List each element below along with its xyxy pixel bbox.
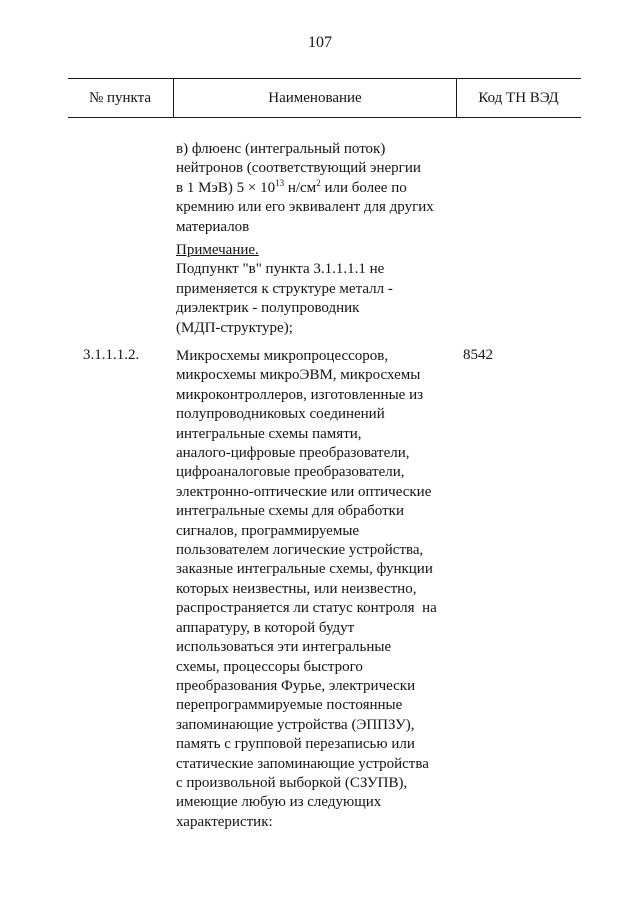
item-line: схемы, процессоры быстрого [176, 658, 363, 675]
item-number: 3.1.1.1.2. [83, 347, 140, 363]
note-line: диэлектрик - полупроводник [176, 300, 360, 317]
item-line: пользователем логические устройства, [176, 542, 424, 559]
item-line: аналого-цифровые преобразователи, [176, 445, 410, 462]
fluence-exponent: 13 [275, 177, 285, 188]
column-header-code: Код ТН ВЭД [478, 90, 559, 106]
item-line: электронно-оптические или оптические [176, 483, 432, 500]
item-line: характеристик: [176, 813, 273, 830]
item-line: полупроводниковых соединений [176, 406, 385, 423]
unit-exponent: 2 [316, 177, 321, 188]
table-header [68, 78, 581, 118]
item-line: сигналов, программируемые [176, 522, 360, 539]
item-line: интегральные схемы для обработки [176, 503, 404, 520]
fluence-line: в) флюенс (интегральный поток) [176, 141, 386, 157]
item-line: заказные интегральные схемы, функции [176, 561, 433, 578]
fluence-value-line [176, 177, 407, 196]
fluence-line: кремнию или его эквивалент для других [176, 199, 434, 216]
item-line: интегральные схемы памяти, [176, 425, 362, 442]
item-line: которых неизвестны, или неизвестно, [176, 580, 417, 597]
note-label: Примечание. [176, 242, 259, 258]
fluence-tail-text: или более по [320, 179, 407, 196]
item-description [176, 347, 437, 832]
note-line: Подпункт "в" пункта 3.1.1.1.1 не [176, 261, 385, 278]
note-line: применяется к структуре металл - [176, 280, 393, 297]
fluence-line: нейтронов (соответствующий энергии [176, 160, 421, 177]
item-line: аппаратуру, в которой будут [176, 619, 355, 636]
item-code: 8542 [463, 347, 493, 363]
item-line: статические запоминающие устройства [176, 755, 429, 772]
page-number: 107 [308, 34, 332, 51]
item-line: Микросхемы микропроцессоров, [176, 348, 389, 364]
item-line: запоминающие устройства (ЭППЗУ), [176, 716, 415, 733]
column-header-name: Наименование [173, 79, 457, 117]
item-line: использоваться эти интегральные [176, 639, 392, 656]
note-paragraph [176, 241, 393, 338]
item-line: перепрограммируемые постоянные [176, 697, 403, 714]
fluence-line: материалов [176, 218, 250, 235]
note-line: (МДП-структуре); [176, 319, 293, 336]
item-line: память с групповой перезаписью или [176, 736, 415, 753]
item-line: преобразования Фурье, электрически [176, 677, 416, 694]
item-line: распространяется ли статус контроля на [176, 600, 437, 617]
item-line: имеющие любую из следующих [176, 794, 382, 811]
fluence-value-text: в 1 МэВ) 5 × 10 [176, 179, 276, 196]
fluence-paragraph [176, 140, 434, 237]
item-line: цифроаналоговые преобразователи, [176, 464, 405, 481]
fluence-unit-text: н/см [284, 179, 317, 196]
item-line: микросхемы микроЭВМ, микросхемы [176, 367, 421, 384]
item-line: микроконтроллеров, изготовленные из [176, 386, 424, 403]
column-header-number: № пункта [88, 90, 152, 106]
item-line: с произвольной выборкой (СЗУПВ), [176, 774, 408, 791]
